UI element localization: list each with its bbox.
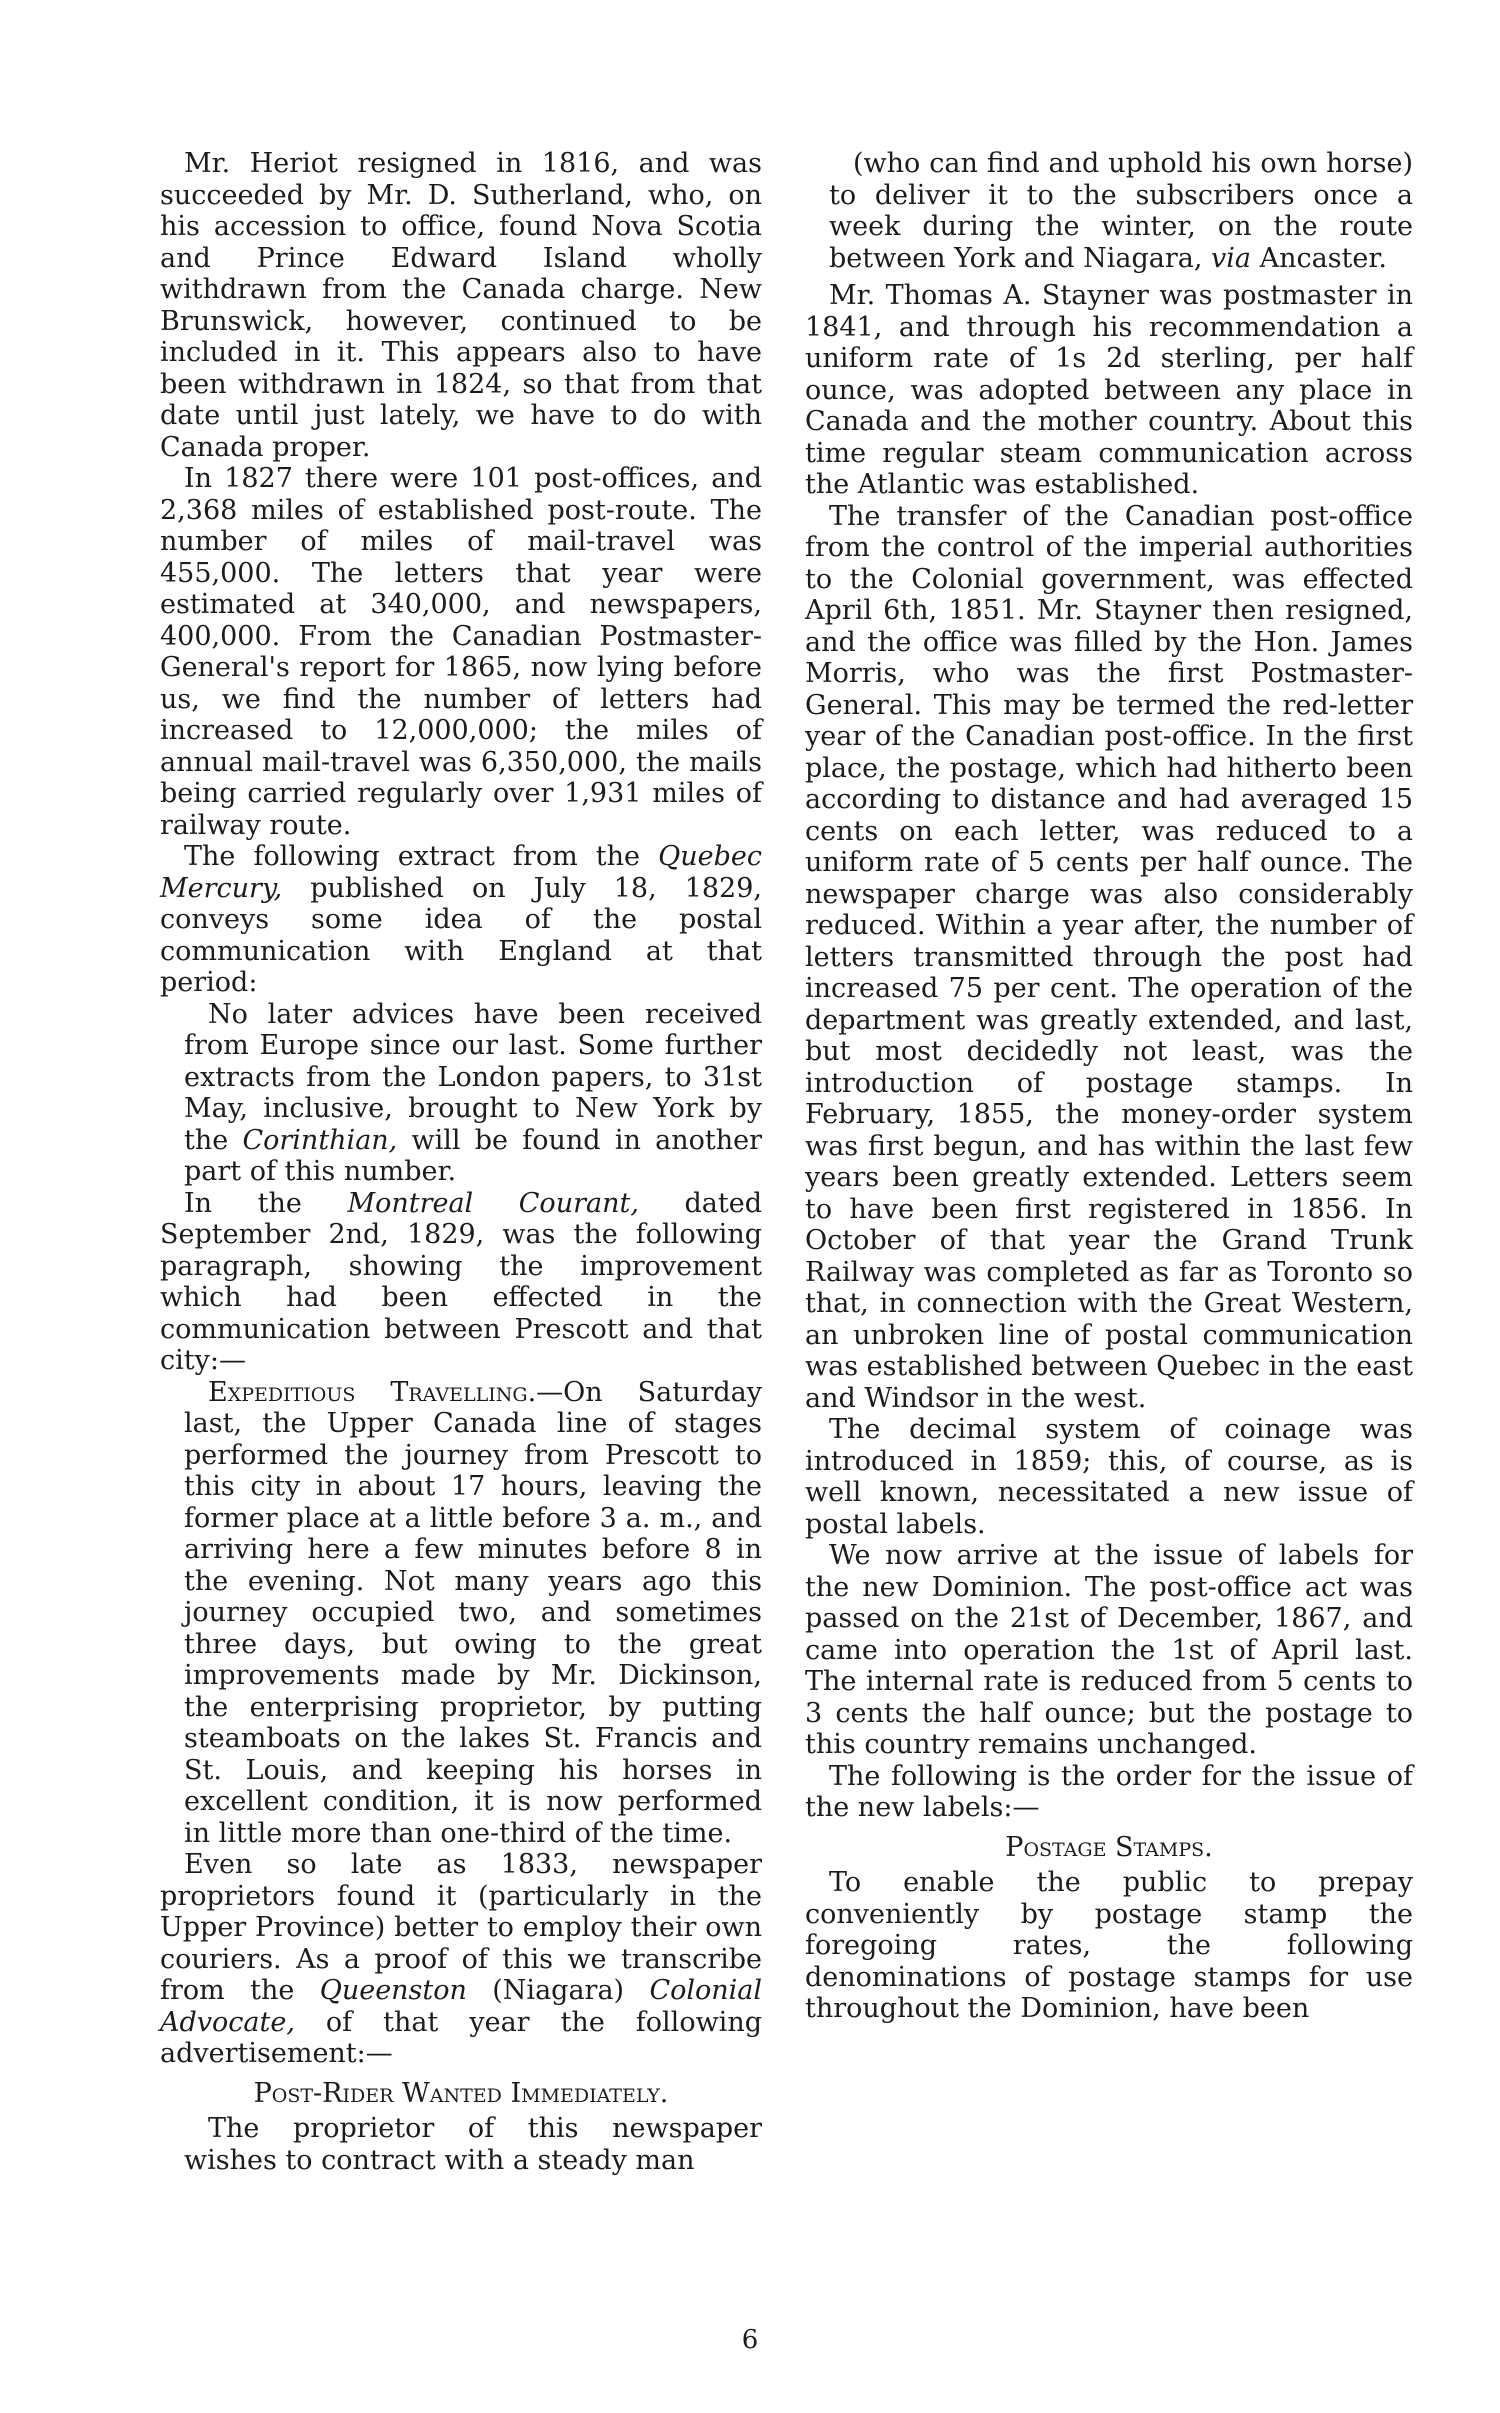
paragraph-postage-order: To enable the public to prepay conveniently by postage stamp the foregoing rates, the following denominations of postage stamps for use throughout the Dominion, have been: [805, 1867, 1413, 2024]
quote-europe-advices: [184, 999, 762, 1188]
publication-title: Montreal Courant,: [347, 1187, 639, 1219]
paragraph-transfer-1851: The transfer of the Canadian post-office from the control of the imperial authorities to the Colonial government, was effected April 6th, 1851. Mr. Stayner then resigned, and the office was filled by the Hon. James Morris, who was the first Postmaster-General. This may be termed the red-letter year of the Canadian post-office. In the first place, the postage, which had hitherto been according to distance and had averaged 15 cents on each letter, was reduced to a uniform rate of 5 cents per half ounce. The newspaper charge was also considerably reduced. Within a year after, the number of letters transmitted through the post had increased 75 per cent. The operation of the department was greatly extended, and last, but most decidedly not least, was the introduction of postage stamps. In February, 1855, the money-order system was first begun, and has within the last few years been greatly extended. Letters seem to have been first registered in 1856. In October of that year the Grand Trunk Railway was completed as far as Toronto so that, in connection with the Great Western, an unbroken line of postal communication was established between Quebec in the east and Windsor in the west.: [805, 500, 1413, 1414]
latin-word: via: [1211, 242, 1251, 274]
publication-title: Quebec Mercury,: [160, 841, 762, 904]
page-number: 6: [741, 2325, 759, 2355]
text: In the: [184, 1187, 348, 1219]
quote-heading: Expeditious Travelling.: [208, 1376, 537, 1408]
text: published on July 18, 1829, conveys some idea of the postal communication with England at that period:: [160, 872, 762, 998]
advertisement-heading: Post-Rider Wanted Immediately.: [253, 2077, 669, 2109]
paragraph-montreal-courant: [160, 1188, 762, 1377]
section-heading-postage-stamps: Postage Stamps.: [1005, 1831, 1213, 1863]
text: dated September 2nd, 1829, was the following paragraph, showing the improvement which had been effected in the communication between Prescott and that city:—: [160, 1187, 762, 1376]
text: will be found in another part of this number.: [184, 1124, 762, 1187]
paragraph-stayner: Mr. Thomas A. Stayner was postmaster in 1841, and through his recommendation a uniform rate of 1s 2d sterling, per half ounce, was adopted between any place in Canada and the mother country. About this time regular steam communication across the Atlantic was established.: [805, 280, 1413, 500]
quote-expeditious-travelling: [184, 1377, 762, 1850]
publication-title: Queenston: [319, 1975, 467, 2006]
paragraph-order-intro: The following is the order for the issue of the new labels:—: [805, 1760, 1413, 1823]
left-column: [160, 148, 762, 2176]
right-column: [805, 148, 1413, 2025]
text: of that year the following advertisement:—: [160, 2006, 762, 2069]
advertisement-text: The proprietor of this newspaper wishes to contract with a steady man: [184, 2113, 762, 2176]
text: No later advices have been received from Europe since our last. Some further extracts from the London papers, to 31st May, inclusive, brought to New York by the: [184, 998, 762, 1156]
text: Even so late as 1833, newspaper proprietors found it (particularly in the Upper Province) better to employ their own couriers. As a proof of this we transcribe from the: [160, 1849, 762, 2006]
ship-name: Corinthian,: [242, 1124, 398, 1156]
text: The following extract from the: [184, 841, 659, 872]
paragraph-1833-couriers: [160, 1849, 762, 2070]
paragraph-quebec-mercury: [160, 841, 762, 999]
paragraph-heriot: Mr. Heriot resigned in 1816, and was succeeded by Mr. D. Sutherland, who, on his accession to office, found Nova Scotia and Prince Edward Island wholly withdrawn from the Canada charge. New Brunswick, however, continued to be included in it. This appears also to have been withdrawn in 1824, so that from that date until just lately, we have to do with Canada proper.: [160, 148, 762, 463]
text: (who can find and uphold his own horse) to deliver it to the subscribers once a week during the winter, on the route between York and Niagara,: [829, 148, 1413, 274]
paragraph-dominion-labels: We now arrive at the issue of labels for the new Dominion. The post-office act was passed on the 21st of December, 1867, and came into operation the 1st of April last. The internal rate is reduced from 5 cents to 3 cents the half ounce; but the postage to this country remains unchanged.: [805, 1540, 1413, 1760]
text: (Niagara): [466, 1975, 650, 2006]
paragraph-decimal-system: The decimal system of coinage was introduced in 1859; this, of course, as is well known, necessitated a new issue of postal labels.: [805, 1414, 1413, 1540]
text: —On Saturday last, the Upper Canada line of stages performed the journey from Prescott to this city in about 17 hours, leaving the former place at a little before 3 a. m., and arriving here a few minutes before 8 in the evening. Not many years ago this journey occupied two, and sometimes three days, but owing to the great improvements made by Mr. Dickinson, the enterprising proprietor, by putting steamboats on the lakes St. Francis and St. Louis, and keeping his horses in excellent condition, it is now performed in little more than one-third of the time.: [184, 1376, 762, 1849]
advertisement-continued: [829, 148, 1413, 274]
text: Ancaster.: [1251, 242, 1387, 274]
publication-title: Colonial Advocate,: [160, 1975, 762, 2038]
paragraph-1827-statistics: In 1827 there were 101 post-offices, and 2,368 miles of established post-route. The number of miles of mail-travel was 455,000. The letters that year were estimated at 340,000, and newspapers, 400,000. From the Canadian Postmaster-General's report for 1865, now lying before us, we find the number of letters had increased to 12,000,000; the miles of annual mail-travel was 6,350,000, the mails being carried regularly over 1,931 miles of railway route.: [160, 463, 762, 841]
